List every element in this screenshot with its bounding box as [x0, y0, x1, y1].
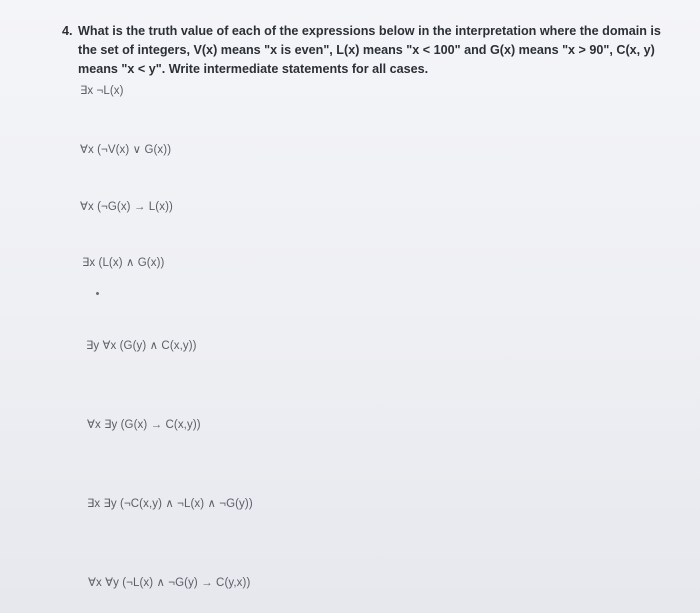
- expression-8: ∀x ∀y (¬L(x) ∧ ¬G(y) → C(y,x)): [88, 577, 251, 589]
- expression-4: ∃x (L(x) ∧ G(x)): [82, 257, 165, 269]
- question-text: What is the truth value of each of the expressions below in the interpretation where the domain is the set of integers, V(x) means "x is even", L(x) means "x < 100" and G(x) means "x > 90", C(x, y) means "x < y". Write intermediate statements for all cases.: [78, 24, 661, 76]
- expression-7: ∃x ∃y (¬C(x,y) ∧ ¬L(x) ∧ ¬G(y)): [87, 498, 253, 510]
- expression-2: ∀x (¬V(x) ∨ G(x)): [80, 144, 172, 156]
- question-number: 4.: [62, 24, 73, 38]
- expression-5: ∃y ∀x (G(y) ∧ C(x,y)): [86, 340, 197, 352]
- expression-6: ∀x ∃y (G(x) → C(x,y)): [87, 419, 201, 431]
- expression-3: ∀x (¬G(x) → L(x)): [80, 201, 173, 213]
- expression-1: ∃x ¬L(x): [80, 85, 124, 97]
- question-block: [62, 22, 662, 79]
- pen-mark: [95, 291, 99, 295]
